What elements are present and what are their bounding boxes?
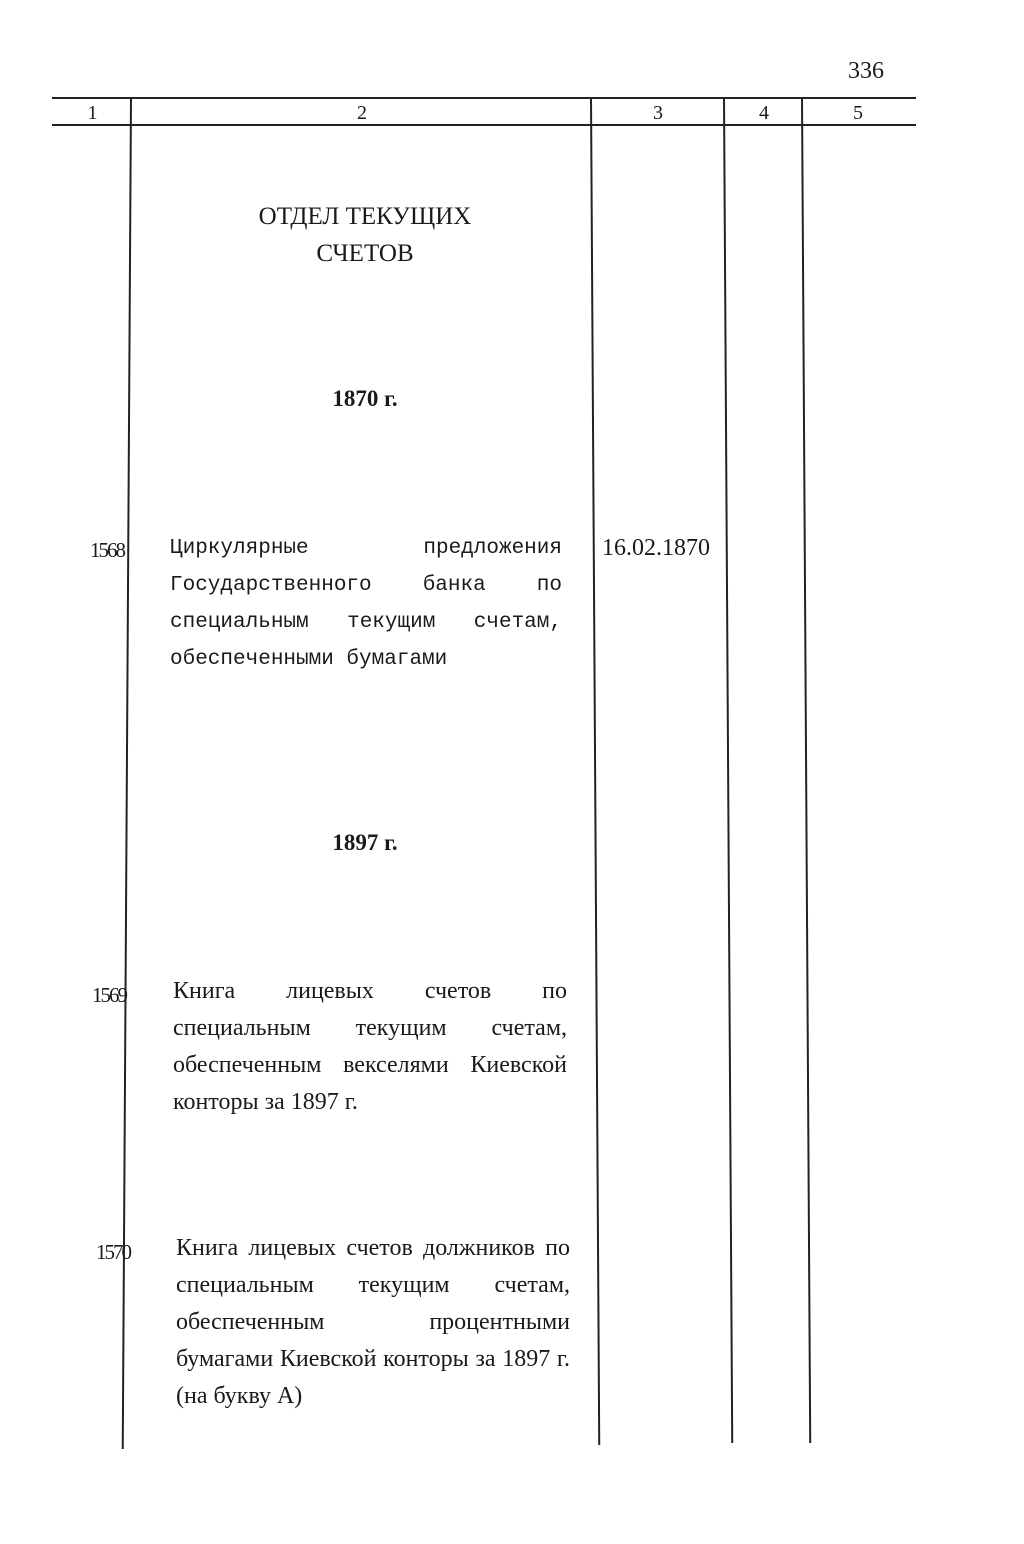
column-header-2: 2: [357, 102, 367, 124]
page-number: 336: [848, 58, 884, 84]
record-title: Книга лицевых счетов должников по специальным текущим счетам, обеспеченным процентными бумагами Киевской конторы за 1897 г. (на букву А): [176, 1235, 570, 1409]
header-top-rule: [52, 97, 916, 99]
column-header-1: 1: [87, 102, 98, 124]
column-rule-3: [723, 97, 733, 1443]
column-header-4: 4: [759, 102, 769, 124]
record-number: 1570: [96, 1240, 130, 1264]
record-title: Книга лицевых счетов по специальным текущим счетам, обеспеченным векселями Киевской конторы за 1897 г.: [173, 978, 567, 1115]
section-title: ОТДЕЛ ТЕКУЩИХ СЧЕТОВ: [258, 203, 472, 267]
year-heading-1870: 1870 г.: [332, 386, 398, 411]
column-header-3: 3: [653, 102, 663, 124]
record-date: 16.02.1870: [602, 535, 710, 561]
column-rule-4: [801, 97, 811, 1443]
column-header-5: 5: [853, 102, 863, 124]
record-number: 1569: [92, 983, 126, 1007]
record-title: Циркулярные предложения Государственного банка по специальным текущим счетам, обеспеченными бумагами: [170, 537, 562, 671]
year-heading-1897: 1897 г.: [332, 830, 398, 855]
column-rule-2: [590, 97, 600, 1445]
record-number: 1568: [90, 538, 124, 562]
